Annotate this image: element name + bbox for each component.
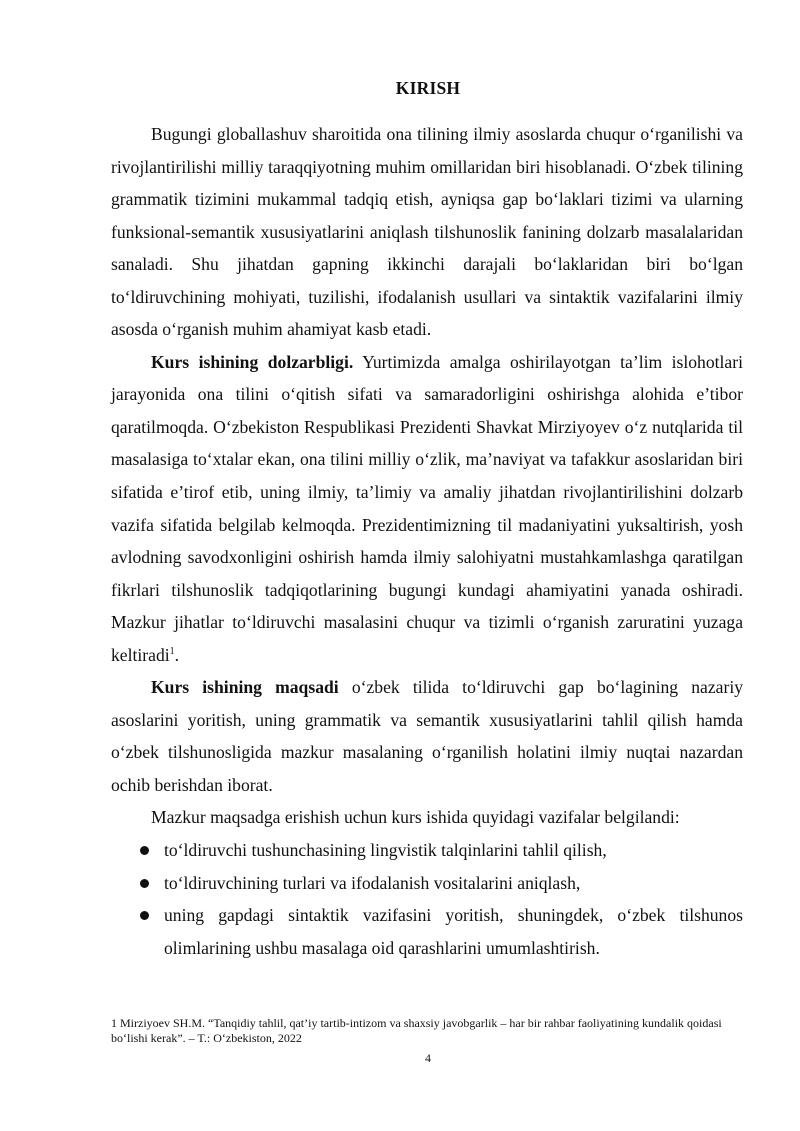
- task-list: [111, 834, 743, 964]
- tasks-intro: Mazkur maqsadga erishish uchun kurs ishida quyidagi vazifalar belgilandi:: [151, 807, 680, 828]
- body-text: [111, 118, 743, 964]
- goal-heading: Kurs ishining maqsadi: [151, 677, 339, 698]
- task-text: uning gapdagi sintaktik vazifasini yoritish, shuningdek, o‘zbek tilshunos olimlarining ushbu masalaga oid qarashlarini umumlashtirish.: [164, 905, 743, 958]
- list-item: [111, 899, 743, 964]
- relevance-text: Yurtimizda amalga oshirilayotgan ta’lim islohotlari jarayonida ona tilini o‘qitish sifati va samaradorligini oshirishga alohida e’tibor qaratilmoqda. O‘zbekiston Respublikasi Prezidenti Shavkat Mirziyoyev o‘z nutqlarida til masalasiga to‘xtalar ekan, ona tilini milliy o‘zlik, ma’naviyat va tafakkur asoslaridan biri sifatida e’tirof etib, uning ilmiy, ta’limiy va amaliy jihatdan rivojlantirilishini dolzarb vazifa sifatida belgilab kelmoqda. Prezidentimizning til madaniyatini yuksaltirish, yosh avlodning savodxonligini oshirish hamda ilmiy salohiyatni mustahkamlashga qaratilgan fikrlari tilshunoslik tadqiqotlarining bugungi kundagi ahamiyatini yanada oshiradi. Mazkur jihatlar to‘ldiruvchi masalasini chuqur va tizimli o‘rganish zaruratini yuzaga keltiradi: [111, 351, 743, 665]
- relevance-heading: Kurs ishining dolzarbligi.: [151, 351, 354, 372]
- task-text: to‘ldiruvchining turlari va ifodalanish vositalarini aniqlash,: [164, 872, 581, 893]
- goal-paragraph: [111, 671, 743, 801]
- goal-text: o‘zbek tilida to‘ldiruvchi gap bo‘lagining nazariy asoslarini yoritish, uning grammatik va semantik xususiyatlarini tahlil qilish hamda o‘zbek tilshunosligida mazkur masalaning o‘rganilish holatini ilmiy nuqtai nazardan ochib berishdan iborat.: [111, 677, 744, 795]
- intro-paragraph: Bugungi globallashuv sharoitida ona tilining ilmiy asoslarda chuqur o‘rganilishi va rivojlantirilishi milliy taraqqiyotning muhim omillaridan biri hisoblanadi. O‘zbek tilining grammatik tizimini mukammal tadqiq etish, ayniqsa gap bo‘laklari tizimi va ularning funksional-semantik xususiyatlarini aniqlash tilshunoslik fanining dolzarb masalalaridan sanaladi. Shu jihatdan gapning ikkinchi darajali bo‘laklaridan biri bo‘lgan to‘ldiruvchining mohiyati, tuzilishi, ifodalanish usullari va sintaktik vazifalarini ilmiy asosda o‘rganish muhim ahamiyat kasb etadi.: [111, 124, 743, 340]
- list-item: [111, 867, 743, 900]
- footnote-reference[interactable]: 1: [169, 645, 175, 657]
- footnote-number: 1: [111, 1016, 117, 1030]
- footnote-text: Mirziyoev SH.M. “Tanqidiy tahlil, qat’iy tartib-intizom va shaxsiy javobgarlik – har bir rahbar faoliyatining kundalik qoidasi bo‘lishi kerak”. – T.: O‘zbekiston, 2022: [111, 1016, 722, 1045]
- footnote: [111, 1016, 751, 1046]
- bullet-icon: [140, 879, 149, 888]
- list-item: [111, 834, 743, 867]
- relevance-end: .: [174, 644, 180, 665]
- task-text: to‘ldiruvchi tushunchasining lingvistik talqinlarini tahlil qilish,: [164, 840, 607, 861]
- page-title: KIRISH: [395, 78, 461, 98]
- relevance-paragraph: [111, 346, 743, 671]
- page-number: 4: [425, 1051, 431, 1065]
- bullet-icon: [140, 846, 149, 855]
- bullet-icon: [140, 911, 149, 920]
